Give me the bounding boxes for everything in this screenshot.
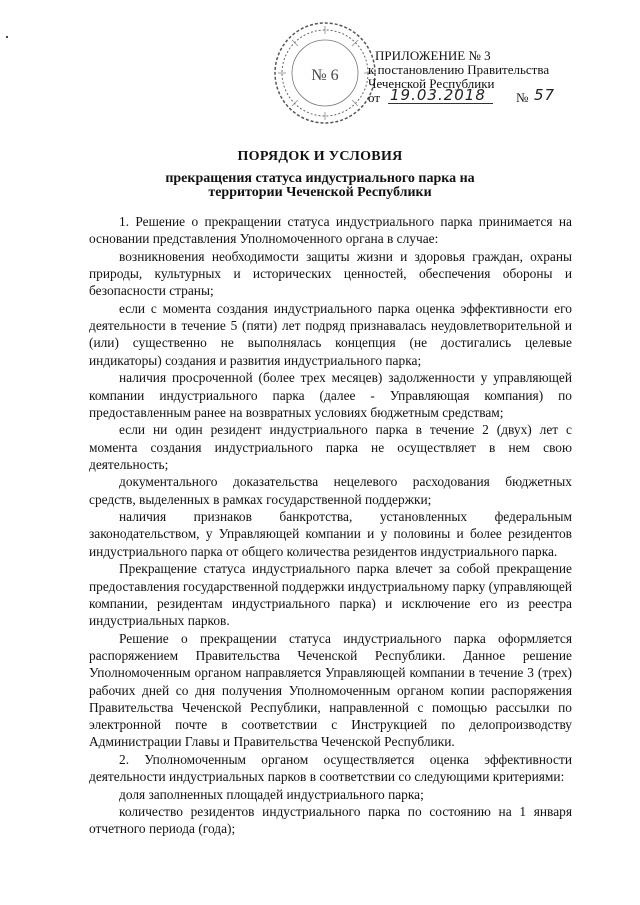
- republic-name: Чеченской Республики: [368, 76, 495, 91]
- paragraph: возникновения необходимости защиты жизни и здоровья граждан, охраны природы, культурных и исторических ценностей, обеспечения обороны и безопасности страны;: [89, 248, 572, 299]
- paragraph: документального доказательства нецелевого расходования бюджетных средств, выделенных в рамках государственной поддержки;: [89, 474, 572, 507]
- document-body: [89, 213, 572, 838]
- appendix-header: [368, 49, 628, 107]
- from-label: от: [368, 90, 381, 105]
- paragraph: если с момента создания индустриального парка оценка эффективности его деятельности в течение 5 (пяти) лет подряд признавалась неудовлетворительной и (или) существенно не выполнялась концепция (не достигались целевые индикаторы) создания и развития индустриального парка;: [89, 300, 572, 368]
- document-title: ПОРЯДОК И УСЛОВИЯ: [237, 149, 403, 164]
- paragraph: 2. Уполномоченным органом осуществляется оценка эффективности деятельности индустриальных парков в соответствии со следующими критериями:: [89, 751, 572, 785]
- official-seal-stamp: [270, 18, 380, 128]
- handwritten-date: 19.03.2018: [390, 86, 486, 104]
- number-label: №: [516, 90, 529, 105]
- resolution-reference: к постановлению Правительства: [368, 62, 550, 77]
- handwritten-number: 57: [534, 86, 556, 104]
- date-number-line: [368, 86, 628, 107]
- scan-speck: [6, 36, 8, 38]
- paragraph: 1. Решение о прекращении статуса индустриального парка принимается на основании представления Уполномоченного органа в случае:: [89, 214, 572, 247]
- paragraph: наличия признаков банкротства, установленных федеральным законодательством, у Управляющей компании и у половины и более резидентов индустриального парка от общего количества резидентов индустриального парка.: [89, 509, 572, 559]
- paragraph: доля заполненных площадей индустриального парка;: [119, 786, 424, 802]
- appendix-label: ПРИЛОЖЕНИЕ № 3: [375, 48, 491, 63]
- paragraph: Решение о прекращении статуса индустриального парка оформляется распоряжением Правительства Чеченской Республики. Данное решение Уполномоченным органом направляется Управляющей компании в течение 3 (трех) рабочих дней со дня получения Уполномоченным органом копии распоряжения Правительства Чеченской Республики, направленной с помощью рассылки по электронной почте в соответствии с Инструкцией по делопроизводству Администрации Главы и Правительства Чеченской Республики.: [89, 630, 572, 750]
- paragraph: если ни один резидент индустриального парка в течение 2 (двух) лет с момента создания индустриального парка не осуществляет в нем свою деятельность;: [89, 422, 572, 472]
- paragraph: Прекращение статуса индустриального парка влечет за собой прекращение предоставления государственной поддержки индустриальному парку (управляющей компании, резидентам индустриального парка) и исключение его из реестра индустриальных парков.: [89, 561, 572, 629]
- document-subtitle: [0, 172, 640, 200]
- paragraph: количество резидентов индустриального парка по состоянию на 1 января отчетного периода (года);: [89, 804, 572, 837]
- stamp-number: № 6: [311, 67, 339, 84]
- subtitle-text: прекращения статуса индустриального парка на территории Чеченской Республики: [165, 171, 475, 200]
- paragraph: наличия просроченной (более трех месяцев) задолженности у управляющей компании индустриального парка (далее - Управляющая компания) по предоставленным ранее на возвратных условиях бюджетным средствам;: [89, 370, 572, 420]
